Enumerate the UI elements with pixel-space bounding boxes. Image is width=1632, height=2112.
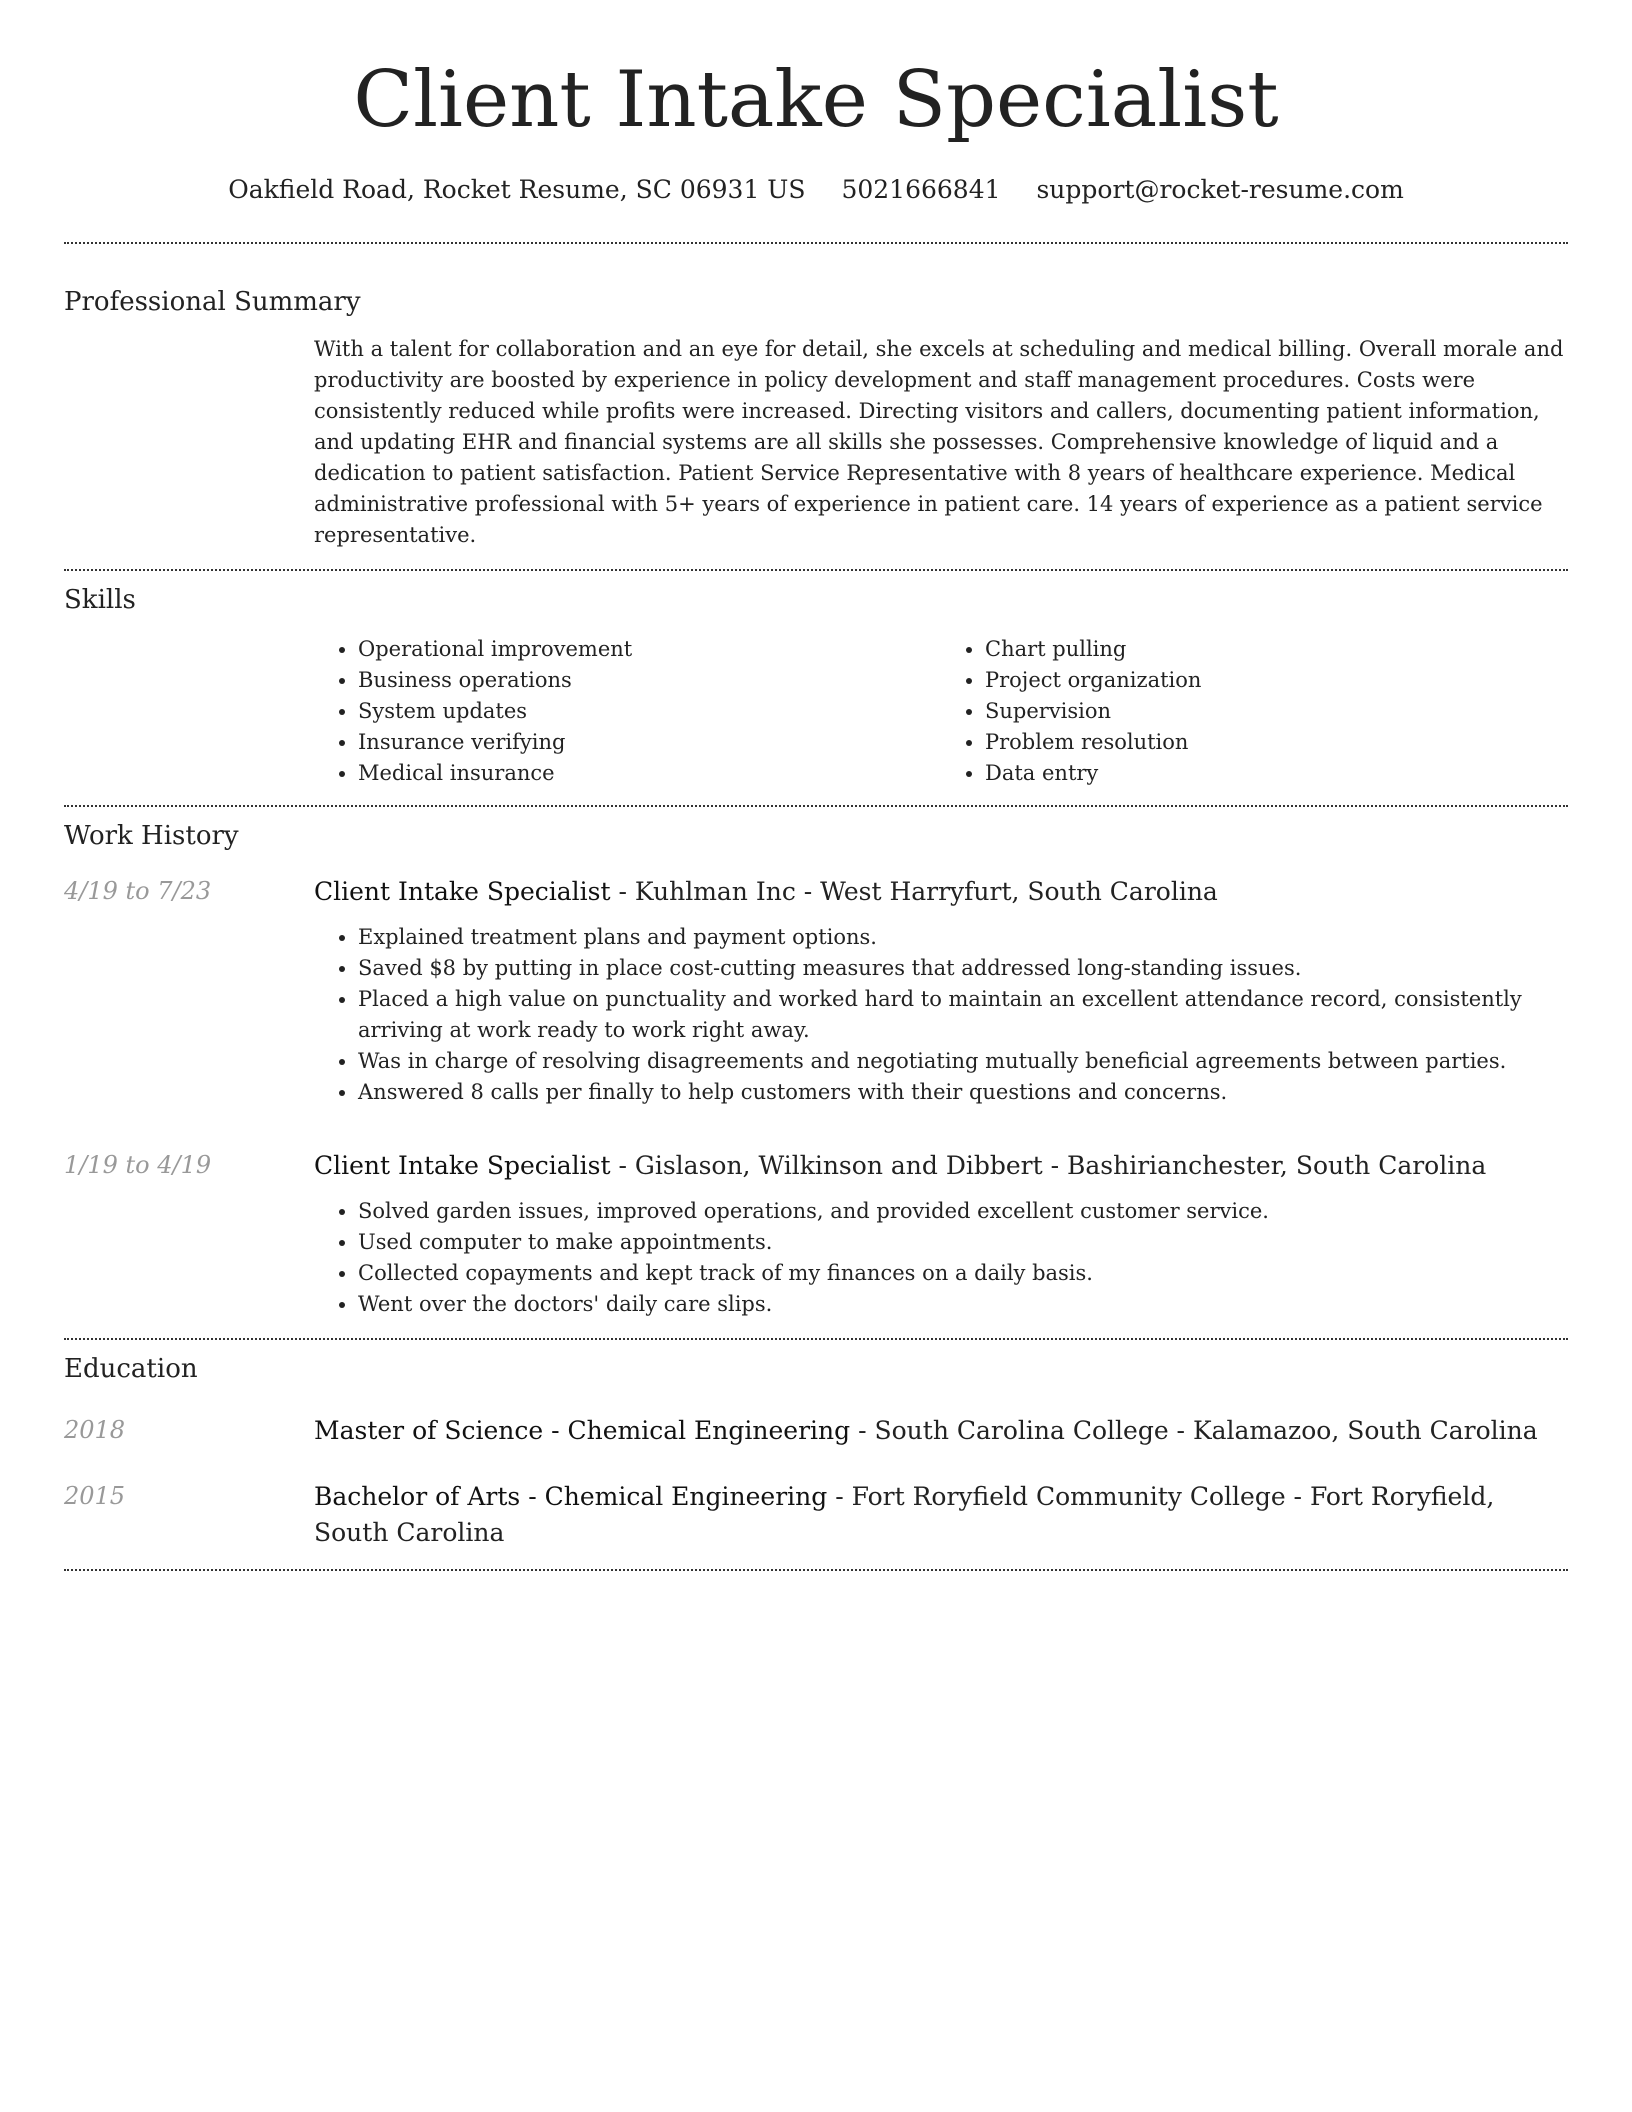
- skill-item: • Data entry: [985, 758, 1568, 789]
- job-bullets: [314, 1196, 1568, 1320]
- skill-item: • Project organization: [985, 665, 1568, 696]
- job-bullet: • Placed a high value on punctuality and worked hard to maintain an excellent attendance record, consistently arriving at work ready to work right away.: [358, 984, 1568, 1046]
- candidate-title: Client Intake Specialist: [353, 55, 1279, 145]
- section-title-summary: Professional Summary: [64, 287, 361, 317]
- job-heading: [314, 1148, 1568, 1184]
- education-school-location: - Fort Roryfield Community College - Fort Roryfield, South Carolina: [314, 1482, 1495, 1547]
- contact-line: [64, 172, 1568, 208]
- contact-address: Oakfield Road, Rocket Resume, SC 06931 US: [228, 175, 806, 204]
- skill-item: • Business operations: [358, 665, 941, 696]
- professional-summary-section: [64, 244, 1568, 569]
- education-heading: [314, 1479, 1568, 1551]
- summary-text: With a talent for collaboration and an eye for detail, she excels at scheduling and medical billing. Overall morale and productivity are boosted by experience in policy development and staff management procedures. Costs were consistently reduced while profits were increased. Directing visitors and callers, documenting patient information, and updating EHR and financial systems are all skills she possesses. Comprehensive knowledge of liquid and a dedication to patient satisfaction. Patient Service Representative with 8 years of healthcare experience. Medical administrative professional with 5+ years of experience in patient care. 14 years of experience as a patient service representative.: [314, 337, 1564, 547]
- job-dates: 4/19 to 7/23: [64, 877, 212, 905]
- education-school-location: - South Carolina College - Kalamazoo, South Carolina: [850, 1416, 1538, 1445]
- work-history-section: [64, 807, 1568, 1338]
- resume-header: [64, 0, 1568, 208]
- job-body: [314, 874, 1568, 1108]
- contact-phone: 5021666841: [841, 175, 1001, 204]
- education-heading: [314, 1413, 1568, 1449]
- skill-item: • System updates: [358, 696, 941, 727]
- job-bullet: • Explained treatment plans and payment options.: [358, 922, 1568, 953]
- skills-grid: [314, 634, 1568, 805]
- education-body: [314, 1479, 1568, 1551]
- job-dates: 1/19 to 4/19: [64, 1151, 212, 1179]
- job-bullet: • Went over the doctors' daily care slips.: [358, 1289, 1568, 1320]
- job-bullet: • Was in charge of resolving disagreements and negotiating mutually beneficial agreements between parties.: [358, 1046, 1568, 1077]
- skill-item: • Medical insurance: [358, 758, 941, 789]
- skill-item: • Problem resolution: [985, 727, 1568, 758]
- job-bullet: • Used computer to make appointments.: [358, 1227, 1568, 1258]
- education-entry: [64, 1413, 1568, 1449]
- job-heading: [314, 874, 1568, 910]
- education-entry: [64, 1479, 1568, 1551]
- job-employer-location: - Kuhlman Inc - West Harryfurt, South Carolina: [610, 877, 1218, 906]
- divider: [64, 1569, 1568, 1571]
- job-bullet: • Solved garden issues, improved operations, and provided excellent customer service.: [358, 1196, 1568, 1227]
- work-list: [64, 874, 1568, 1338]
- education-section: [64, 1340, 1568, 1569]
- education-body: [314, 1413, 1568, 1449]
- education-year: 2018: [64, 1416, 126, 1444]
- skill-item: • Supervision: [985, 696, 1568, 727]
- education-list: [64, 1413, 1568, 1569]
- section-title-work: Work History: [64, 821, 239, 851]
- contact-email: support@rocket-resume.com: [1036, 175, 1404, 204]
- job-entry: [64, 1148, 1568, 1320]
- job-role: Client Intake Specialist: [314, 877, 611, 906]
- job-bullets: [314, 922, 1568, 1108]
- job-bullet: • Saved $8 by putting in place cost-cutting measures that addressed long-standing issues.: [358, 953, 1568, 984]
- skills-list-right: [941, 634, 1568, 789]
- skills-section: [64, 571, 1568, 805]
- education-degree: Master of Science - Chemical Engineering: [314, 1416, 851, 1445]
- skill-item: • Chart pulling: [985, 634, 1568, 665]
- section-title-skills: Skills: [64, 585, 136, 615]
- section-title-education: Education: [64, 1354, 198, 1384]
- job-employer-location: - Gislason, Wilkinson and Dibbert - Bashirianchester, South Carolina: [610, 1151, 1487, 1180]
- resume-page: [64, 0, 1568, 1571]
- job-body: [314, 1148, 1568, 1320]
- skill-item: • Insurance verifying: [358, 727, 941, 758]
- skills-list-left: [314, 634, 941, 789]
- job-role: Client Intake Specialist: [314, 1151, 611, 1180]
- education-degree: Bachelor of Arts - Chemical Engineering: [314, 1482, 828, 1511]
- job-entry: [64, 874, 1568, 1108]
- skill-item: • Operational improvement: [358, 634, 941, 665]
- education-year: 2015: [64, 1482, 126, 1510]
- job-bullet: • Collected copayments and kept track of my finances on a daily basis.: [358, 1258, 1568, 1289]
- job-bullet: • Answered 8 calls per finally to help customers with their questions and concerns.: [358, 1077, 1568, 1108]
